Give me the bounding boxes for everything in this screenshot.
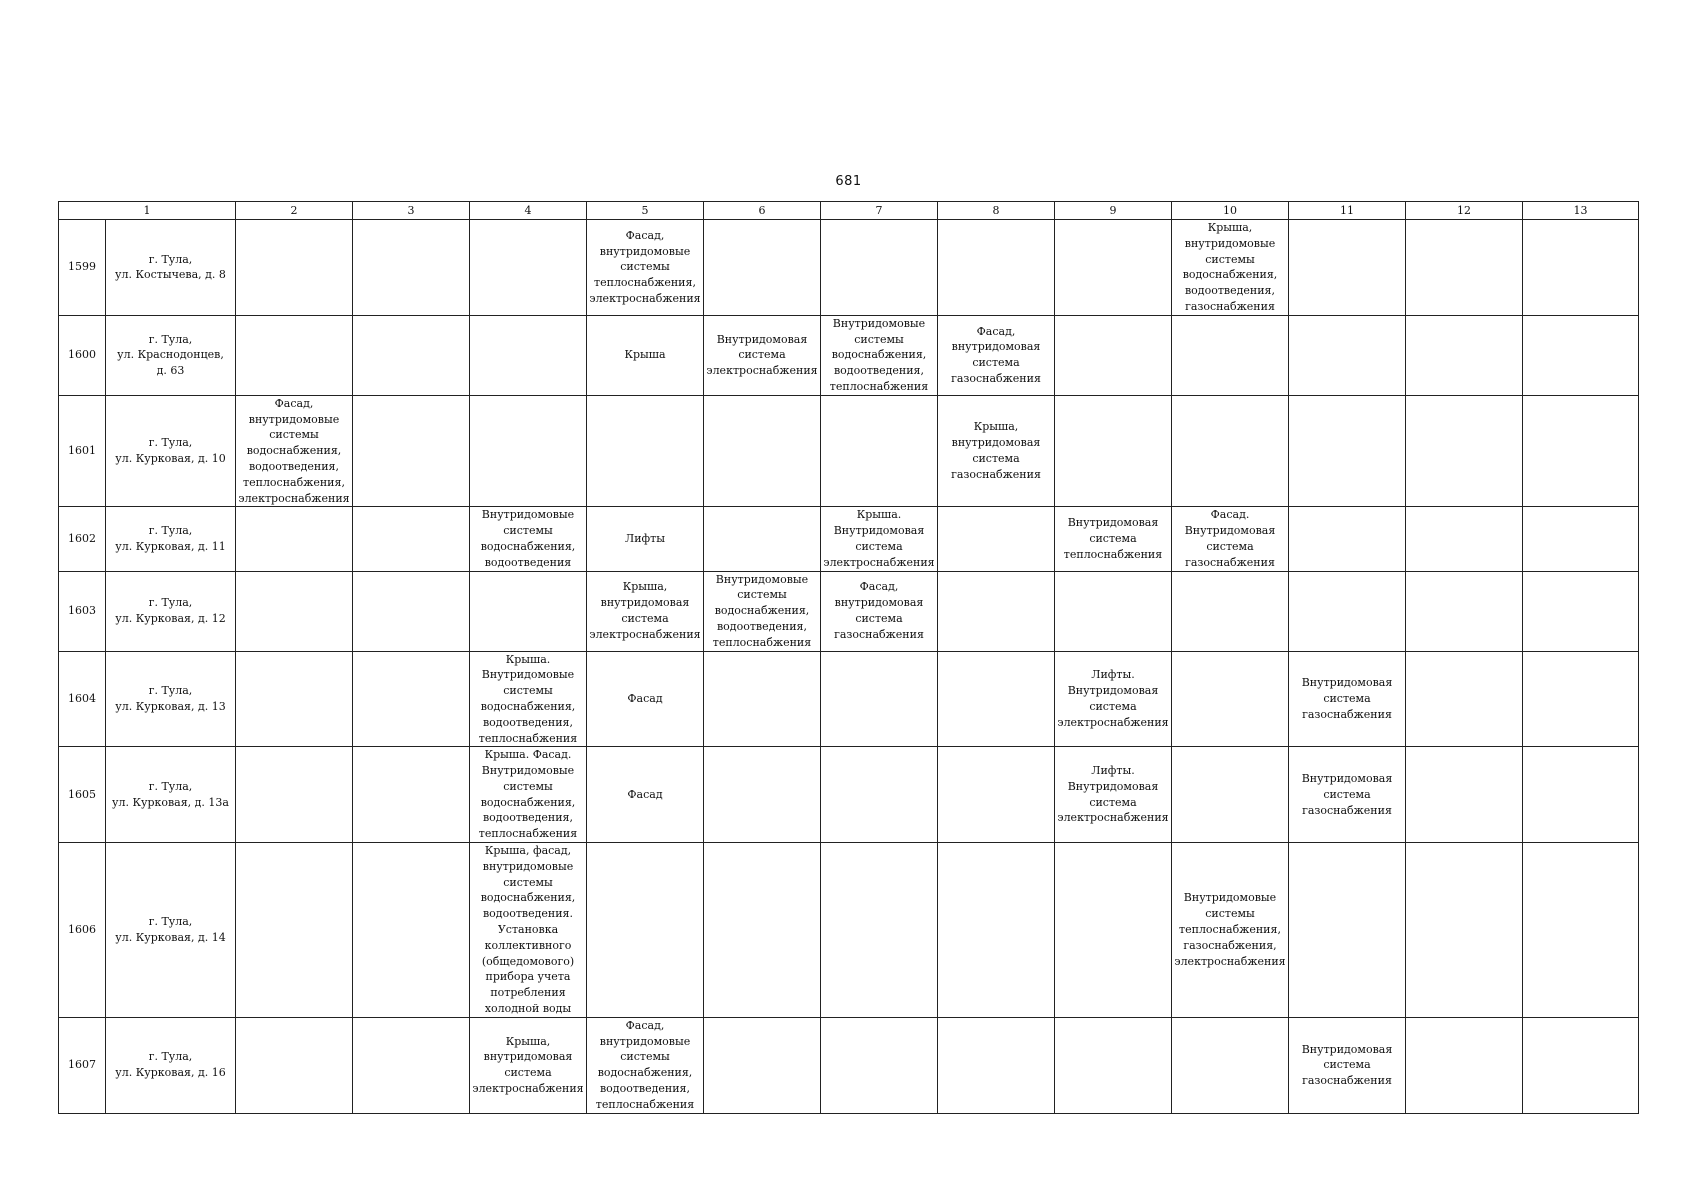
column-header: 4 (470, 202, 587, 220)
table-cell (1289, 507, 1406, 571)
table-cell: Крыша, внутридомовая система газоснабжения (938, 395, 1055, 507)
table-cell: Крыша, внутридомовая система электроснабжения (470, 1017, 587, 1113)
column-header: 12 (1406, 202, 1523, 220)
table-cell: Фасад, внутридомовые системы водоснабжения, водоотведения, теплоснабжения (587, 1017, 704, 1113)
row-number: 1605 (59, 747, 106, 843)
table-cell (353, 843, 470, 1018)
table-cell (353, 315, 470, 395)
table-cell (1406, 395, 1523, 507)
table-cell (938, 651, 1055, 747)
table-row (59, 507, 1639, 571)
table-cell: Внутридомовые системы водоснабжения, водоотведения, теплоснабжения (821, 315, 938, 395)
table-cell (470, 220, 587, 316)
page-number: 681 (835, 174, 862, 189)
table-cell (353, 507, 470, 571)
table-cell (1523, 651, 1639, 747)
table-cell: Внутридомовые системы теплоснабжения, газоснабжения, электроснабжения (1172, 843, 1289, 1018)
table-cell (1406, 220, 1523, 316)
table-cell (236, 220, 353, 316)
row-number: 1601 (59, 395, 106, 507)
table-cell (353, 571, 470, 651)
table-cell (236, 507, 353, 571)
data-table (58, 201, 1639, 1114)
table-cell: Крыша. Внутридомовая система электроснабжения (821, 507, 938, 571)
table-cell (587, 843, 704, 1018)
column-header: 13 (1523, 202, 1639, 220)
table-cell: Крыша, внутридомовая система электроснабжения (587, 571, 704, 651)
table-cell (1523, 315, 1639, 395)
table-cell: Внутридомовая система газоснабжения (1289, 1017, 1406, 1113)
column-header: 3 (353, 202, 470, 220)
column-header: 9 (1055, 202, 1172, 220)
table-cell (938, 747, 1055, 843)
address-cell: г. Тула, ул. Курковая, д. 12 (106, 571, 236, 651)
row-number: 1603 (59, 571, 106, 651)
table-cell (1523, 507, 1639, 571)
column-header: 6 (704, 202, 821, 220)
table-cell (938, 220, 1055, 316)
column-header: 1 (59, 202, 236, 220)
table-cell (470, 395, 587, 507)
table-cell (470, 571, 587, 651)
table-cell (353, 220, 470, 316)
table-cell (353, 1017, 470, 1113)
table-row (59, 1017, 1639, 1113)
table-row (59, 395, 1639, 507)
table-cell: Внутридомовые системы водоснабжения, водоотведения, теплоснабжения (704, 571, 821, 651)
address-cell: г. Тула, ул. Курковая, д. 10 (106, 395, 236, 507)
column-header: 11 (1289, 202, 1406, 220)
table-cell (704, 1017, 821, 1113)
table-cell (1172, 315, 1289, 395)
table-cell (1406, 507, 1523, 571)
address-cell: г. Тула, ул. Курковая, д. 13а (106, 747, 236, 843)
table-cell: Внутридомовая система газоснабжения (1289, 651, 1406, 747)
table-cell: Внутридомовые системы водоснабжения, водоотведения (470, 507, 587, 571)
table-cell (1406, 315, 1523, 395)
table-row (59, 843, 1639, 1018)
table-cell: Фасад, внутридомовые системы теплоснабжения, электроснабжения (587, 220, 704, 316)
table-cell: Лифты (587, 507, 704, 571)
table-cell (704, 747, 821, 843)
table-cell (353, 747, 470, 843)
table-cell (1172, 747, 1289, 843)
table-cell (1289, 843, 1406, 1018)
table-cell (704, 651, 821, 747)
address-cell: г. Тула, ул. Курковая, д. 14 (106, 843, 236, 1018)
table-cell (1172, 571, 1289, 651)
table-cell: Крыша, фасад, внутридомовые системы водоснабжения, водоотведения. Установка коллективного (общедомового) прибора учета потребления холодной воды (470, 843, 587, 1018)
table-cell (1406, 843, 1523, 1018)
column-header: 5 (587, 202, 704, 220)
table-cell (236, 843, 353, 1018)
table-cell (1172, 651, 1289, 747)
row-number: 1606 (59, 843, 106, 1018)
table-cell (821, 747, 938, 843)
table-cell: Крыша. Фасад. Внутридомовые системы водоснабжения, водоотведения, теплоснабжения (470, 747, 587, 843)
row-number: 1604 (59, 651, 106, 747)
table-cell (587, 395, 704, 507)
table-cell (1055, 395, 1172, 507)
table-cell (938, 843, 1055, 1018)
row-number: 1599 (59, 220, 106, 316)
table-cell: Крыша, внутридомовые системы водоснабжения, водоотведения, газоснабжения (1172, 220, 1289, 316)
table-row (59, 747, 1639, 843)
table-cell (938, 1017, 1055, 1113)
column-header: 10 (1172, 202, 1289, 220)
table-cell: Лифты. Внутридомовая система электроснабжения (1055, 747, 1172, 843)
table-cell (1523, 843, 1639, 1018)
table-cell (1523, 747, 1639, 843)
table-cell (1289, 571, 1406, 651)
table-cell (938, 507, 1055, 571)
address-cell: г. Тула, ул. Краснодонцев, д. 63 (106, 315, 236, 395)
row-number: 1602 (59, 507, 106, 571)
table-row (59, 571, 1639, 651)
table-cell: Фасад, внутридомовая система газоснабжения (821, 571, 938, 651)
address-cell: г. Тула, ул. Курковая, д. 13 (106, 651, 236, 747)
address-cell: г. Тула, ул. Курковая, д. 11 (106, 507, 236, 571)
row-number: 1607 (59, 1017, 106, 1113)
table-cell (704, 843, 821, 1018)
table-cell (821, 220, 938, 316)
table-cell (1289, 315, 1406, 395)
table-cell (821, 651, 938, 747)
column-header: 8 (938, 202, 1055, 220)
table-cell (1289, 395, 1406, 507)
table-cell (821, 1017, 938, 1113)
table-cell (1289, 220, 1406, 316)
table-cell (236, 571, 353, 651)
table-row (59, 315, 1639, 395)
table-cell: Лифты. Внутридомовая система электроснабжения (1055, 651, 1172, 747)
table-cell: Фасад. Внутридомовая система газоснабжения (1172, 507, 1289, 571)
table-cell: Крыша (587, 315, 704, 395)
table-cell (704, 507, 821, 571)
table-cell (236, 315, 353, 395)
table-cell (821, 395, 938, 507)
table-cell (1523, 571, 1639, 651)
table-cell: Внутридомовая система теплоснабжения (1055, 507, 1172, 571)
table-row (59, 220, 1639, 316)
header-row (59, 202, 1639, 220)
table-cell (1055, 220, 1172, 316)
table-cell (1523, 395, 1639, 507)
table-cell (938, 571, 1055, 651)
table-cell (353, 395, 470, 507)
table-cell (470, 315, 587, 395)
table-cell: Фасад, внутридомовая система газоснабжения (938, 315, 1055, 395)
address-cell: г. Тула, ул. Костычева, д. 8 (106, 220, 236, 316)
table-cell (704, 220, 821, 316)
address-cell: г. Тула, ул. Курковая, д. 16 (106, 1017, 236, 1113)
table-cell (1406, 571, 1523, 651)
column-header: 2 (236, 202, 353, 220)
table-cell (236, 747, 353, 843)
column-header: 7 (821, 202, 938, 220)
table-cell: Фасад, внутридомовые системы водоснабжения, водоотведения, теплоснабжения, электроснабжения (236, 395, 353, 507)
table-cell (353, 651, 470, 747)
table-cell (1406, 651, 1523, 747)
table-cell (1172, 1017, 1289, 1113)
table-cell (821, 843, 938, 1018)
table-cell (1406, 747, 1523, 843)
table-cell (1523, 220, 1639, 316)
table-cell (1406, 1017, 1523, 1113)
row-number: 1600 (59, 315, 106, 395)
table-cell (1055, 843, 1172, 1018)
table-cell: Крыша. Внутридомовые системы водоснабжения, водоотведения, теплоснабжения (470, 651, 587, 747)
table-cell (1055, 315, 1172, 395)
table-row (59, 651, 1639, 747)
table-cell (1523, 1017, 1639, 1113)
table-cell (1055, 571, 1172, 651)
table-cell (1172, 395, 1289, 507)
table-cell (704, 395, 821, 507)
table-cell (1055, 1017, 1172, 1113)
table-cell: Внутридомовая система электроснабжения (704, 315, 821, 395)
table-cell (236, 1017, 353, 1113)
table-cell (236, 651, 353, 747)
table-cell: Фасад (587, 651, 704, 747)
table-cell: Внутридомовая система газоснабжения (1289, 747, 1406, 843)
table-cell: Фасад (587, 747, 704, 843)
